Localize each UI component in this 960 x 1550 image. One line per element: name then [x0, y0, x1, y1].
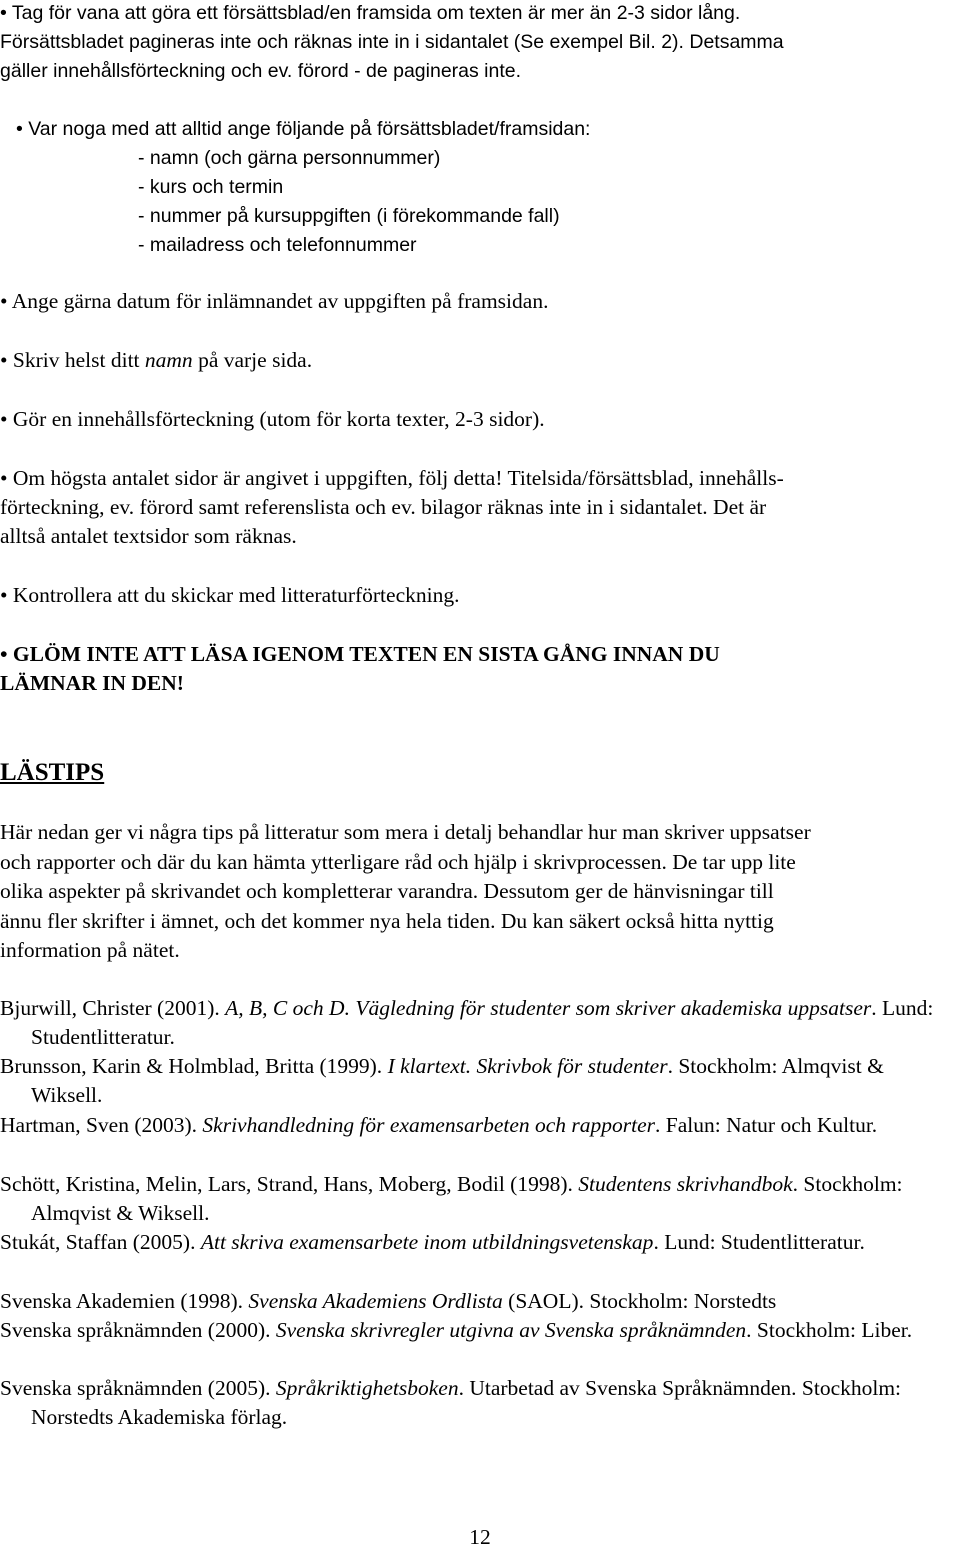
bullet-coverpage-habit	[0, 0, 955, 86]
reference-title: A, B, C och D. Vägledning för studenter som skriver akademiska uppsatser	[225, 996, 872, 1020]
reference-author: Hartman, Sven (2003).	[0, 1113, 203, 1137]
reference-publisher: . Utarbetad av Svenska Språknämnden. Stockholm: Norstedts Akademiska förlag.	[31, 1376, 902, 1429]
list-item: - nummer på kursuppgiften (i förekommande fall)	[138, 205, 560, 227]
reference-author: Brunsson, Karin & Holmblad, Britta (1999).	[0, 1054, 388, 1078]
text-line: Här nedan ger vi några tips på litteratur som mera i detalj behandlar hur man skriver uppsatser	[0, 820, 811, 844]
text-line: förteckning, ev. förord samt referenslista och ev. bilagor räknas inte in i sidantalet. Det är	[0, 495, 767, 519]
reference-entry	[0, 1374, 958, 1432]
reference-publisher: (SAOL). Stockholm: Norstedts	[502, 1289, 777, 1313]
reference-author: Svenska Akademien (1998).	[0, 1289, 249, 1313]
text-line: gäller innehållsförteckning och ev. förord - de pagineras inte.	[0, 60, 522, 82]
reference-entry	[0, 1228, 958, 1257]
reference-author: Stukát, Staffan (2005).	[0, 1230, 201, 1254]
reference-title: Svenska skrivregler utgivna av Svenska språknämnden	[275, 1318, 747, 1342]
reference-entry	[0, 1170, 958, 1228]
intro-paragraph	[0, 818, 955, 966]
section-heading: LÄSTIPS	[0, 759, 105, 786]
reference-title: I klartext. Skrivbok för studenter	[387, 1054, 668, 1078]
bullet-page-limit	[0, 464, 955, 551]
bullet-final-reminder	[0, 640, 955, 698]
reference-title: Svenska Akademiens Ordlista	[248, 1289, 503, 1313]
bullet-toc: • Gör en innehållsförteckning (utom för korta texter, 2-3 sidor).	[0, 407, 545, 431]
reference-publisher: . Lund: Studentlitteratur.	[31, 996, 934, 1049]
reference-author: Svenska språknämnden (2000).	[0, 1318, 276, 1342]
text-line: Försättsbladet pagineras inte och räknas inte in i sidantalet (Se exempel Bil. 2). Detsamma	[0, 31, 784, 53]
text-line: information på nätet.	[0, 938, 180, 962]
reference-publisher: . Lund: Studentlitteratur.	[653, 1230, 865, 1254]
text-line: • GLÖM INTE ATT LÄSA IGENOM TEXTEN EN SISTA GÅNG INNAN DU	[0, 642, 720, 666]
reference-publisher: . Stockholm: Almqvist & Wiksell.	[31, 1054, 884, 1107]
reference-title: Språkriktighetsboken	[275, 1376, 459, 1400]
list-item: - kurs och termin	[138, 176, 284, 198]
reference-entry	[0, 1052, 958, 1110]
list-item: - namn (och gärna personnummer)	[138, 147, 441, 169]
text-run: på varje sida.	[192, 348, 313, 372]
bullet-coverpage-info	[0, 115, 955, 260]
reference-entry	[0, 994, 958, 1052]
text-line: olika aspekter på skrivandet och kompletterar varandra. Dessutom ger de hänvisningar till	[0, 879, 774, 903]
reference-publisher: . Falun: Natur och Kultur.	[655, 1113, 878, 1137]
reference-entry	[0, 1111, 958, 1140]
text-line: • Om högsta antalet sidor är angivet i uppgiften, följ detta! Titelsida/försättsblad, innehålls-	[0, 466, 784, 490]
text-line: ännu fler skrifter i ämnet, och det kommer nya hela tiden. Du kan säkert också hitta nyttig	[0, 908, 774, 933]
reference-author: Schött, Kristina, Melin, Lars, Strand, Hans, Moberg, Bodil (1998).	[0, 1172, 579, 1196]
text-line: alltså antalet textsidor som räknas.	[0, 524, 297, 548]
bullet-name-each-page	[0, 346, 955, 375]
reference-author: Bjurwill, Christer (2001).	[0, 996, 226, 1020]
text-line: • Tag för vana att göra ett försättsblad/en framsida om texten är mer än 2-3 sidor lång.	[0, 2, 741, 24]
page-number: 12	[469, 1525, 491, 1549]
bullet-date: • Ange gärna datum för inlämnandet av uppgiften på framsidan.	[0, 289, 549, 313]
text-line: LÄMNAR IN DEN!	[0, 671, 184, 695]
emphasis-text: namn	[144, 348, 193, 372]
reference-title: Skrivhandledning för examensarbeten och rapporter	[202, 1113, 656, 1137]
text-line: och rapporter och där du kan hämta ytterligare råd och hjälp i skrivprocessen. De tar upp lite	[0, 849, 796, 874]
reference-publisher: . Stockholm: Liber.	[746, 1318, 913, 1342]
reference-publisher: . Stockholm: Almqvist & Wiksell.	[31, 1172, 903, 1225]
reference-author: Svenska språknämnden (2005).	[0, 1376, 276, 1400]
reference-entry	[0, 1316, 958, 1345]
reference-title: Studentens skrivhandbok	[578, 1172, 793, 1196]
reference-title: Att skriva examensarbete inom utbildningsvetenskap	[200, 1230, 654, 1254]
reference-entry	[0, 1287, 958, 1316]
text-line: • Var noga med att alltid ange följande på försättsbladet/framsidan:	[16, 118, 591, 140]
bullet-references: • Kontrollera att du skickar med litteraturförteckning.	[0, 583, 460, 607]
list-item: - mailadress och telefonnummer	[138, 234, 417, 256]
text-run: • Skriv helst ditt	[0, 348, 145, 372]
